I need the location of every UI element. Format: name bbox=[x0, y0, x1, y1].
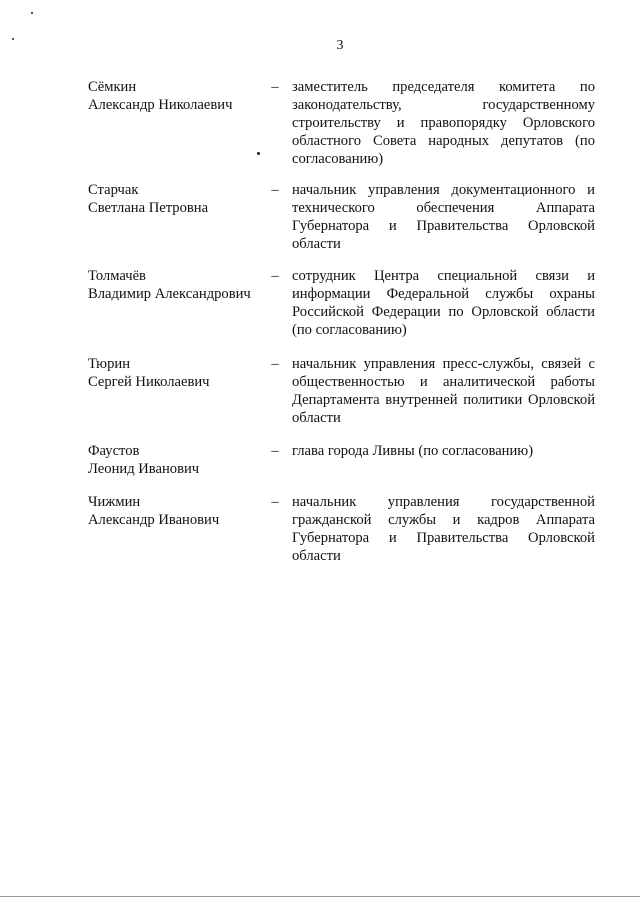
member-given-names: Леонид Иванович bbox=[88, 461, 200, 477]
entry-dash: – bbox=[271, 443, 279, 459]
member-given-names: Светлана Петровна bbox=[88, 200, 209, 216]
scan-speck bbox=[31, 12, 33, 14]
member-role: сотрудник Центра специальной связи и информации Федеральной службы охраны Российской Федерации по Орловской области (по согласованию) bbox=[292, 268, 595, 338]
member-role: начальник управления государственной гражданской службы и кадров Аппарата Губернатора и Правительства Орловской области bbox=[292, 494, 595, 564]
scan-bottom-edge bbox=[0, 896, 640, 897]
entry-dash: – bbox=[271, 268, 279, 284]
member-name bbox=[88, 493, 263, 529]
page-number: 3 bbox=[336, 38, 344, 53]
member-given-names: Александр Иванович bbox=[88, 512, 220, 528]
member-role: глава города Ливны (по согласованию) bbox=[292, 443, 534, 459]
scan-speck bbox=[257, 152, 260, 155]
member-role: начальник управления документационного и технического обеспечения Аппарата Губернатора и Правительства Орловской области bbox=[292, 182, 595, 252]
member-given-names: Сергей Николаевич bbox=[88, 374, 210, 390]
member-given-names: Владимир Александрович bbox=[88, 286, 251, 302]
member-given-names: Александр Николаевич bbox=[88, 97, 233, 113]
entry-dash: – bbox=[271, 494, 279, 510]
member-name bbox=[88, 181, 263, 217]
member-surname: Тюрин bbox=[88, 356, 131, 372]
member-surname: Толмачёв bbox=[88, 268, 146, 284]
member-name bbox=[88, 355, 263, 391]
member-role: начальник управления пресс-службы, связей с общественностью и аналитической работы Департамента внутренней политики Орловской области bbox=[292, 356, 595, 426]
member-surname: Фаустов bbox=[88, 443, 140, 459]
entry-dash: – bbox=[271, 182, 279, 198]
member-surname: Старчак bbox=[88, 182, 139, 198]
member-surname: Чижмин bbox=[88, 494, 141, 510]
entry-dash: – bbox=[271, 356, 279, 372]
member-name bbox=[88, 442, 263, 478]
member-surname: Сёмкин bbox=[88, 79, 137, 95]
member-name bbox=[88, 267, 263, 303]
entry-dash: – bbox=[271, 79, 279, 95]
member-name bbox=[88, 78, 263, 114]
member-role: заместитель председателя комитета по законодательству, государственному строительству и правопорядку Орловского областного Совета народных депутатов (по согласованию) bbox=[292, 79, 595, 167]
